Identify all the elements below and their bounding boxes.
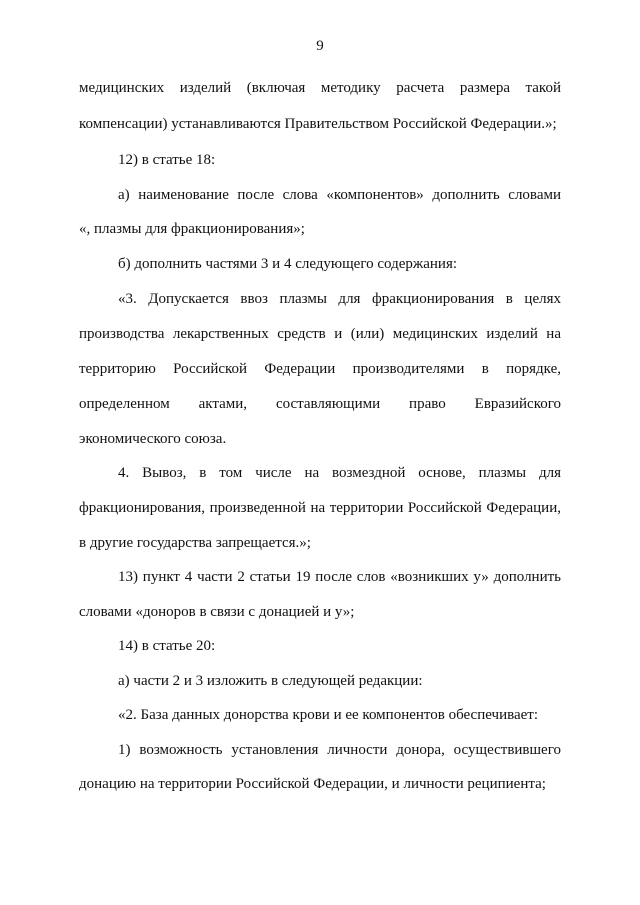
text-line: а) наименование после слова «компонентов» дополнить словами	[118, 187, 561, 203]
text-line: медицинских изделий (включая методику расчета размера такой	[79, 80, 561, 96]
text-line: «2. База данных донорства крови и ее компонентов обеспечивает:	[118, 707, 539, 723]
text-line: «3. Допускается ввоз плазмы для фракционирования в целях	[118, 291, 561, 307]
text-line: определенном актами, составляющими право Евразийского	[79, 396, 561, 412]
text-line: в другие государства запрещается.»;	[79, 535, 311, 551]
text-line: «, плазмы для фракционирования»;	[79, 221, 305, 237]
text-line: 14) в статье 20:	[118, 638, 216, 654]
text-line: словами «доноров в связи с донацией и у»;	[79, 604, 355, 620]
text-line: а) части 2 и 3 изложить в следующей редакции:	[118, 673, 423, 689]
text-line: б) дополнить частями 3 и 4 следующего содержания:	[118, 256, 458, 272]
text-line: территорию Российской Федерации производителями в порядке,	[79, 361, 561, 377]
text-line: 12) в статье 18:	[118, 152, 216, 168]
text-line: донацию на территории Российской Федерации, и личности реципиента;	[79, 776, 546, 792]
text-line: 13) пункт 4 части 2 статьи 19 после слов «возникших у» дополнить	[118, 569, 561, 585]
text-line: компенсации) устанавливаются Правительством Российской Федерации.»;	[79, 116, 557, 132]
text-line: фракционирования, произведенной на территории Российской Федерации,	[79, 500, 561, 516]
text-line: производства лекарственных средств и (или) медицинских изделий на	[79, 326, 561, 342]
text-line: экономического союза.	[79, 431, 227, 447]
text-line: 1) возможность установления личности донора, осуществившего	[118, 742, 561, 758]
page-number: 9	[316, 38, 324, 54]
text-line: 4. Вывоз, в том числе на возмездной основе, плазмы для	[118, 465, 561, 481]
